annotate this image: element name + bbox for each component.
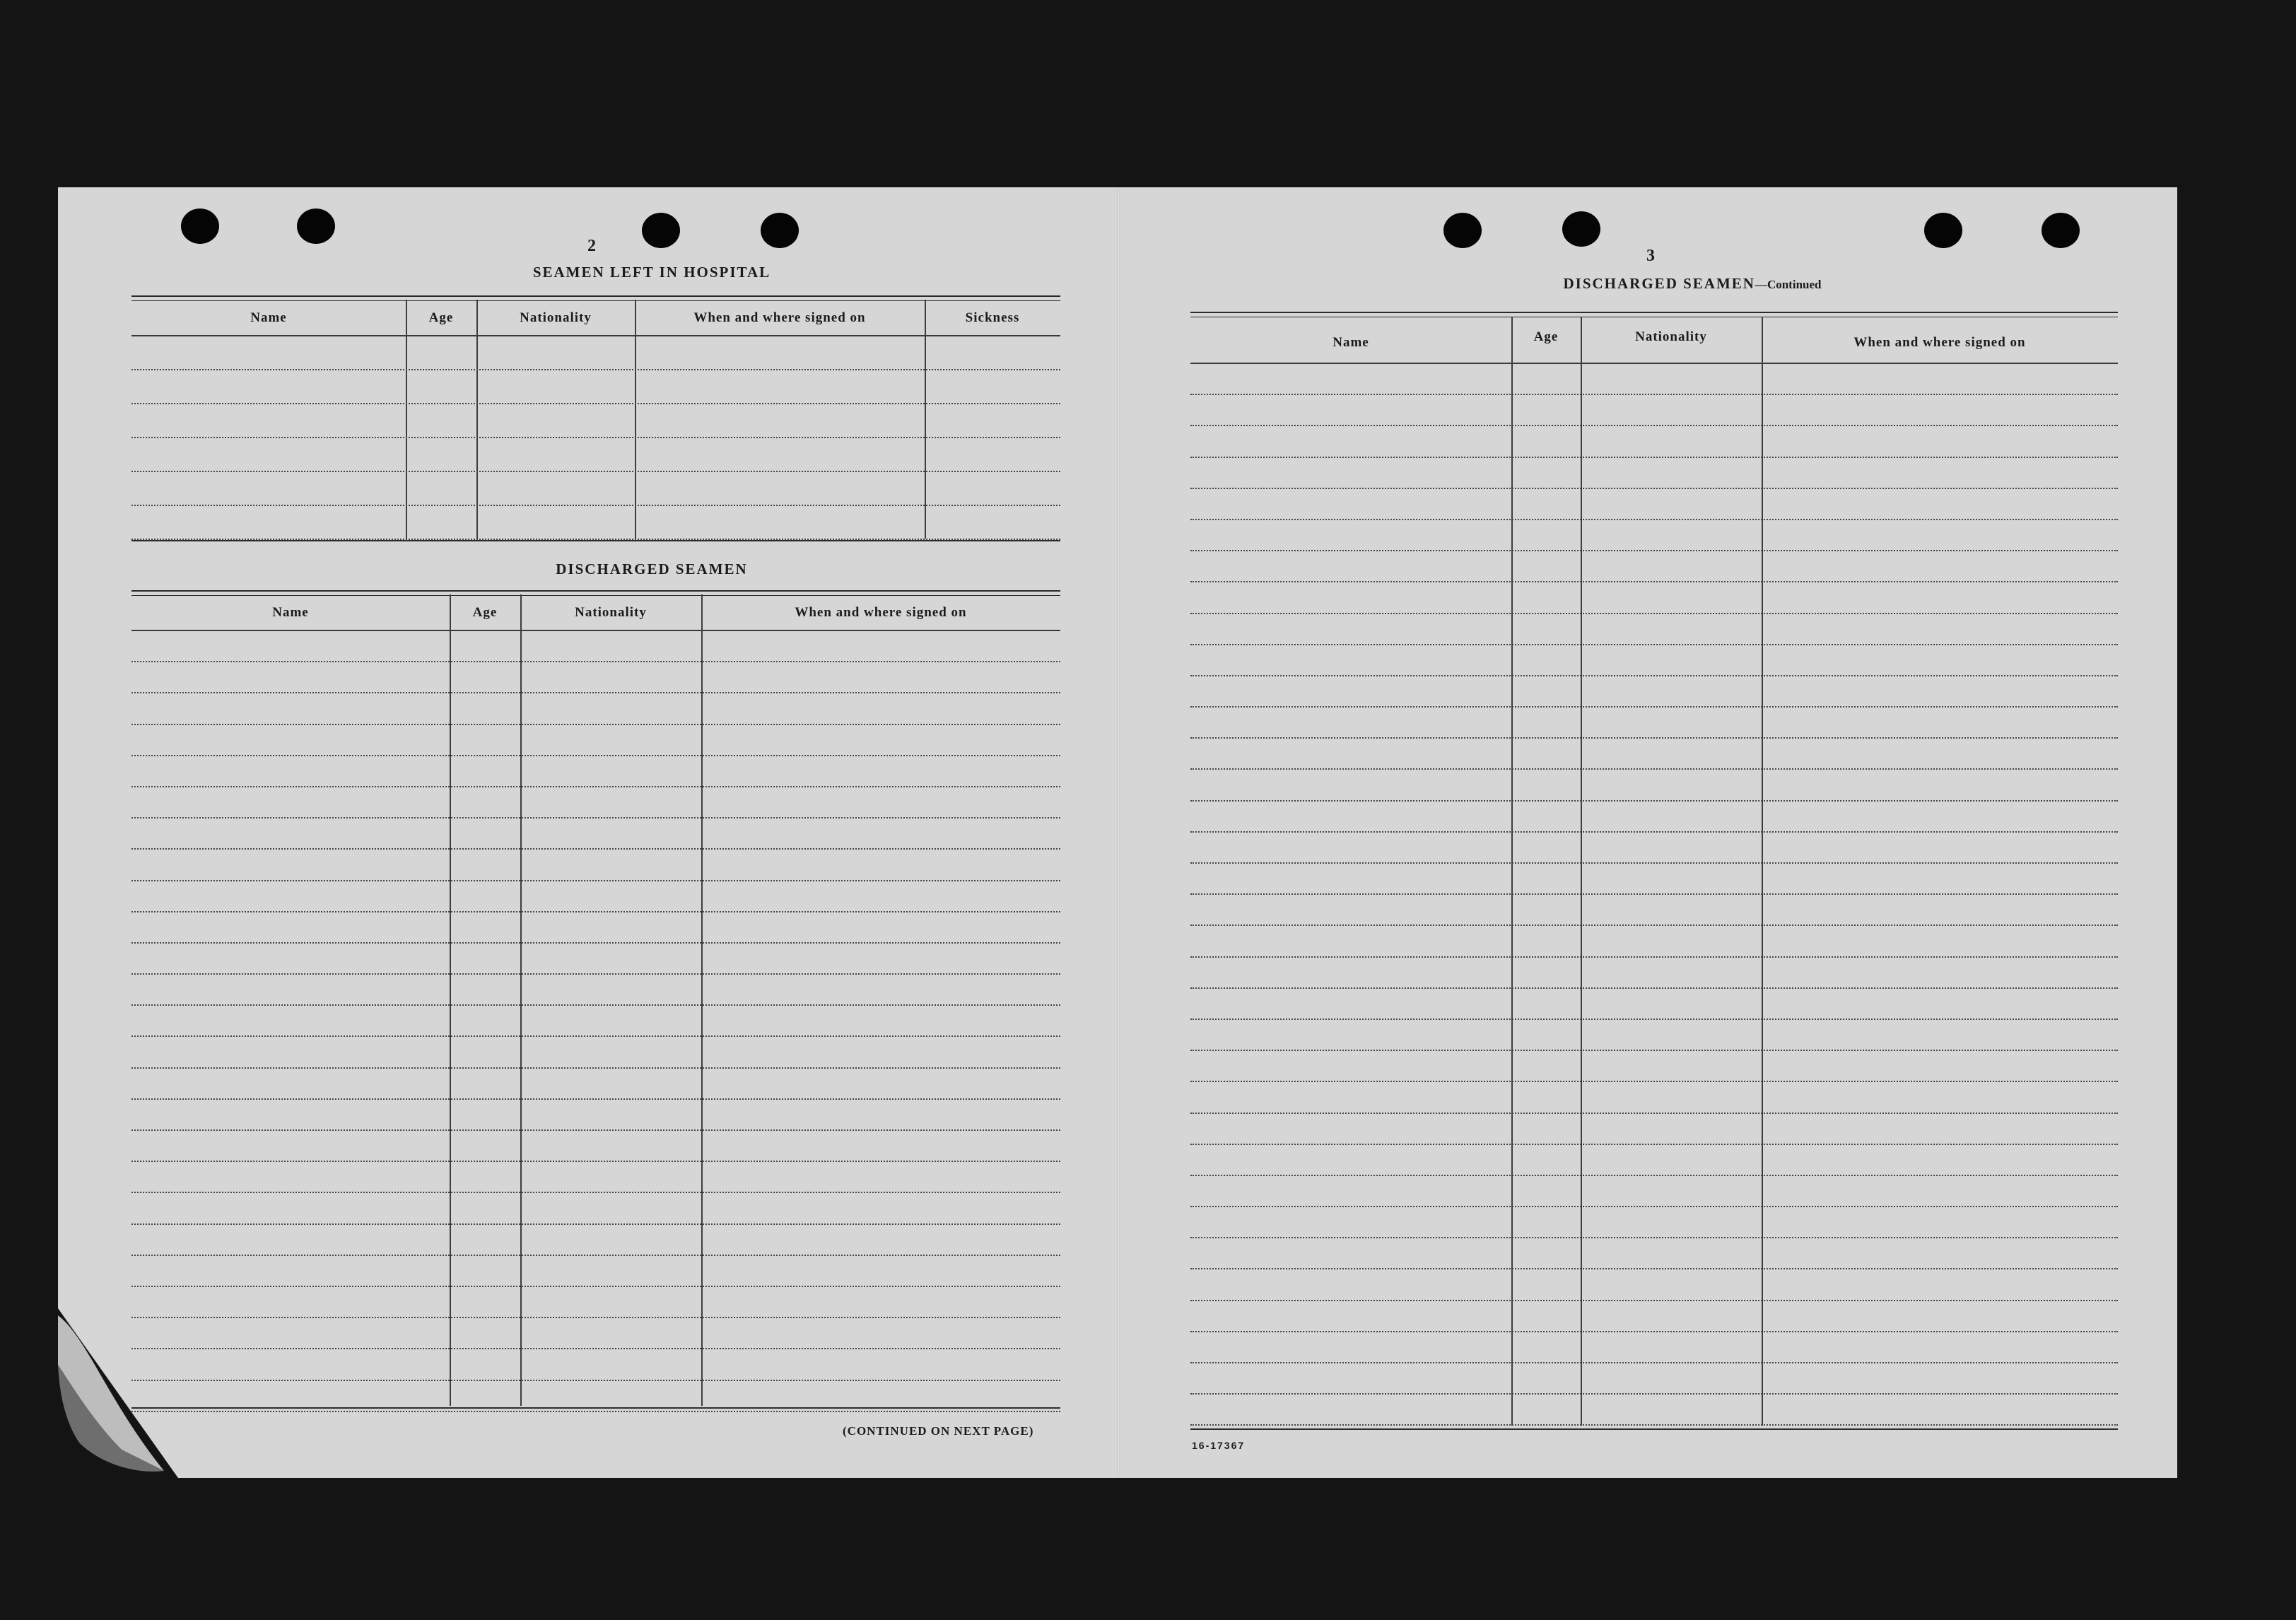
table-row — [131, 975, 1060, 1006]
table-row — [131, 1225, 1060, 1256]
table-row — [131, 725, 1060, 756]
continued-rows — [1190, 364, 2118, 1426]
column-header: When and where signed on — [1762, 322, 2118, 364]
table-row — [131, 881, 1060, 912]
table-row — [1190, 1332, 2118, 1363]
column-header: Nationality — [476, 304, 635, 336]
title-suffix: —Continued — [1755, 278, 1822, 291]
table-row — [1190, 458, 2118, 489]
table-row — [1190, 926, 2118, 957]
discharged-table — [131, 590, 1060, 1410]
table-row — [1190, 1145, 2118, 1176]
discharged-continued-title — [1431, 275, 1954, 293]
title-main: DISCHARGED SEAMEN — [1563, 275, 1755, 292]
table-row — [1190, 1082, 2118, 1113]
table-row — [131, 850, 1060, 881]
table-row — [1190, 770, 2118, 801]
hospital-rows — [131, 336, 1060, 540]
table-row — [131, 1256, 1060, 1287]
table-row — [131, 1100, 1060, 1131]
table-row — [1190, 708, 2118, 739]
table-row — [1190, 739, 2118, 770]
table-row — [131, 1193, 1060, 1224]
table-row — [1190, 1301, 2118, 1332]
column-header: Age — [1511, 322, 1581, 364]
table-row — [131, 1069, 1060, 1100]
column-header: When and where signed on — [701, 599, 1060, 631]
table-row — [131, 662, 1060, 693]
table-row — [131, 756, 1060, 787]
column-header: Name — [1190, 322, 1511, 364]
table-row — [1190, 520, 2118, 551]
left-page — [58, 187, 1117, 1478]
table-row — [1190, 676, 2118, 708]
table-row — [131, 472, 1060, 506]
table-row — [131, 506, 1060, 540]
table-row — [131, 1349, 1060, 1380]
table-row — [131, 787, 1060, 818]
table-row — [131, 1006, 1060, 1037]
table-row — [1190, 895, 2118, 926]
table-row — [131, 1287, 1060, 1318]
column-header: Name — [131, 304, 406, 336]
table-row — [1190, 489, 2118, 520]
table-row — [1190, 1207, 2118, 1238]
table-row — [1190, 645, 2118, 676]
table-row — [1190, 1395, 2118, 1426]
column-header: Nationality — [520, 599, 701, 631]
table-row — [1190, 551, 2118, 582]
discharged-continued-table — [1190, 312, 2118, 1430]
table-row — [1190, 1363, 2118, 1395]
table-row — [131, 818, 1060, 850]
table-row — [131, 404, 1060, 438]
table-row — [1190, 1114, 2118, 1145]
table-row — [1190, 989, 2118, 1020]
table-row — [131, 631, 1060, 662]
table-row — [131, 693, 1060, 724]
right-page — [1120, 187, 2177, 1478]
table-row — [1190, 802, 2118, 833]
table-row — [1190, 364, 2118, 395]
table-row — [131, 336, 1060, 370]
continued-note: (CONTINUED ON NEXT PAGE) — [843, 1424, 1034, 1438]
hospital-section-title: SEAMEN LEFT IN HOSPITAL — [532, 264, 771, 281]
column-header: Age — [406, 304, 476, 336]
column-header: Name — [131, 599, 450, 631]
table-row — [1190, 958, 2118, 989]
column-header: When and where signed on — [635, 304, 925, 336]
table-row — [1190, 1051, 2118, 1082]
table-row — [131, 944, 1060, 975]
table-row — [131, 1162, 1060, 1193]
column-header: Sickness — [925, 304, 1060, 336]
table-row — [1190, 614, 2118, 645]
table-row — [131, 1131, 1060, 1162]
form-code: 16-17367 — [1192, 1440, 1246, 1451]
table-row — [1190, 426, 2118, 457]
table-row — [131, 1318, 1060, 1349]
table-row — [1190, 1020, 2118, 1051]
table-row — [1190, 1269, 2118, 1301]
table-row — [1190, 864, 2118, 895]
table-row — [131, 912, 1060, 944]
discharged-section-title: DISCHARGED SEAMEN — [556, 560, 748, 577]
table-row — [1190, 1238, 2118, 1269]
table-row — [1190, 582, 2118, 614]
column-header: Age — [450, 599, 520, 631]
page-number: 3 — [1646, 247, 1655, 265]
discharged-rows — [131, 631, 1060, 1412]
table-row — [131, 1037, 1060, 1068]
table-row — [131, 370, 1060, 404]
hospital-table — [131, 295, 1060, 543]
column-header: Nationality — [1581, 322, 1762, 364]
document-sheet — [58, 187, 2177, 1478]
page-number: 2 — [587, 237, 596, 255]
table-row — [1190, 1176, 2118, 1207]
curled-corner — [58, 1308, 178, 1478]
table-row — [131, 438, 1060, 472]
table-row — [1190, 833, 2118, 864]
table-row — [1190, 395, 2118, 426]
